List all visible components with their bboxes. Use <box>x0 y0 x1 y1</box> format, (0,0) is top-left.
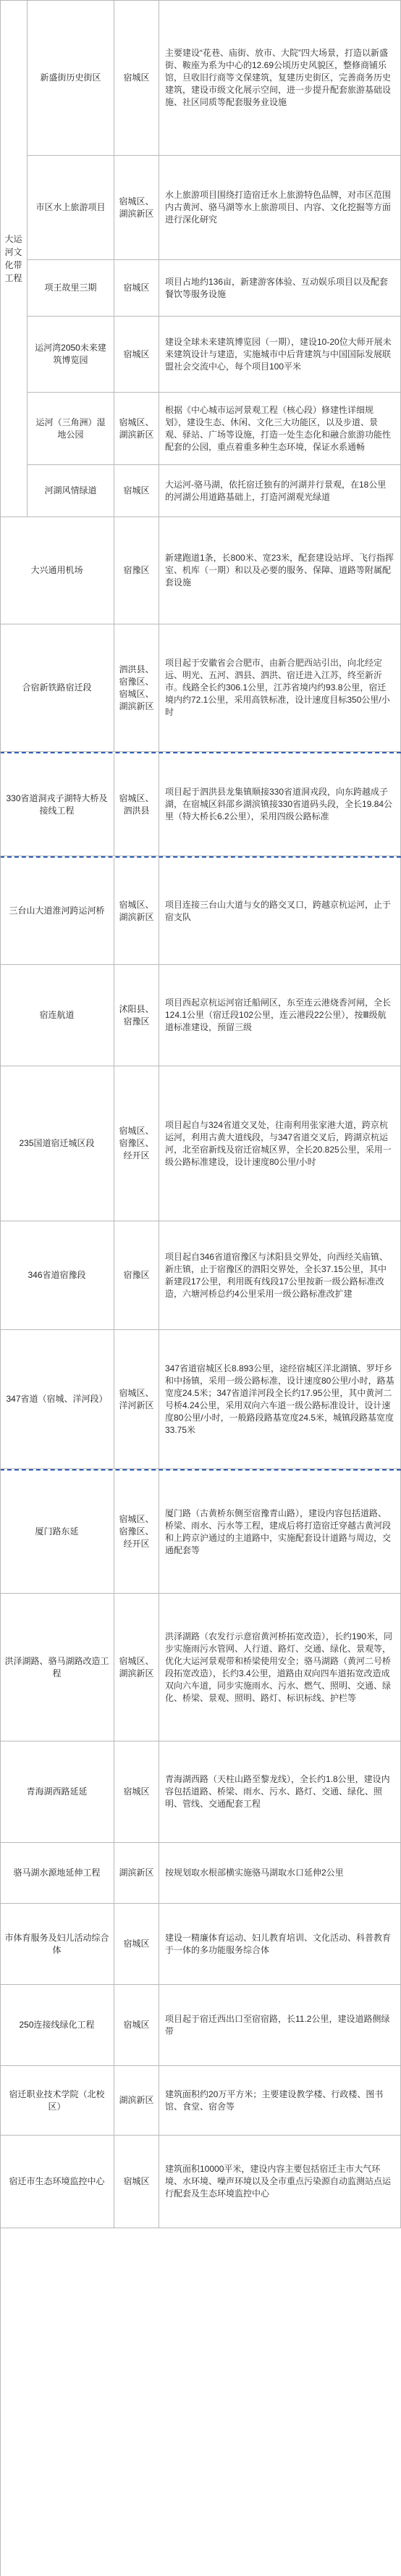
district: 宿城区 <box>114 317 159 393</box>
project-description: 项目起于宿迁西出口至宿宿路，长11.2公里，建设道路侧绿带 <box>159 1985 401 2066</box>
district: 宿城区 <box>114 1985 159 2066</box>
district: 沭阳县、宿豫区 <box>114 965 159 1066</box>
project-description: 青海湖西路（天柱山路至黎龙线），全长约1.8公里，建设内容包括道路、桥梁、雨水、污水、路灯、交通、绿化、照明、管线、交通配套工程 <box>159 1741 401 1843</box>
project-name: 宿连航道 <box>0 965 114 1066</box>
project-name: 洪泽湖路、骆马湖路改造工程 <box>0 1594 114 1741</box>
district: 宿豫区 <box>114 1221 159 1330</box>
project-description: 建筑面积10000平米，建设内容主要包括宿迁主市大气环境、水环境、噪声环境以及全市重点污染源自动监测站点运行配套及生态环境监控中心 <box>159 2136 401 2228</box>
project-description: 水上旅游项目围绕打造宿迁水上旅游特色品牌，对市区范围内古黄河、骆马湖等水上旅游项目、内容、文化挖掘等方面进行深化研究 <box>159 156 401 260</box>
project-description: 项目连接三台山大道与女的路交叉口，跨越京杭运河，止于宿支队 <box>159 858 401 965</box>
district: 宿城区 <box>114 1741 159 1843</box>
project-description: 项目西起京杭运河宿迁船闸区，东至连云港烧香河闸，全长124.1公里（宿迁段102公里，连云港段22公里），按Ⅲ级航道标准建设，预留三级 <box>159 965 401 1066</box>
project-description: 洪泽湖路（农发行示意宿黄河桥拓宽改造），长约190米，同步实施雨污水管网、人行道、路灯、交通、绿化、景观等，优化大运河景观带和桥梁使用安全；骆马湖路（黄河二号桥段拓宽改造），长约3.4公里，道路由双向四车道拓宽改造成双向六车道，同步实施雨水、污水、燃气、照明、交通、绿化、桥梁、景观、照明、路灯、标识标线、护栏等 <box>159 1594 401 1741</box>
project-description: 建设一精廉体育运动、妇儿教育培训、文化活动、科普教育于一体的多功能服务综合体 <box>159 1904 401 1985</box>
district: 宿城区 <box>114 465 159 517</box>
district: 宿城区 <box>114 0 159 156</box>
district: 宿城区、湖滨新区 <box>114 858 159 965</box>
project-name: 市体育服务及妇儿活动综合体 <box>0 1904 114 1985</box>
district: 湖滨新区 <box>114 2066 159 2136</box>
project-name: 合宿新铁路宿迁段 <box>0 624 114 752</box>
district: 宿城区、洋河新区 <box>114 1330 159 1469</box>
project-name: 三台山大道淮河跨运河桥 <box>0 858 114 965</box>
project-description: 按规划取水根部横实施骆马湖取水口延伸2公里 <box>159 1843 401 1904</box>
section-divider <box>0 1469 401 1471</box>
project-name: 骆马湖水源地延伸工程 <box>0 1843 114 1904</box>
project-name: 235国道宿迁城区段 <box>0 1066 114 1221</box>
project-name: 运河（三角洲）湿地公园 <box>28 393 114 465</box>
project-description: 建筑面积约20万平方米；主要建设教学楼、行政楼、图书馆、食堂、宿舍等 <box>159 2066 401 2136</box>
project-description: 厦门路（古黄桥东侧至宿豫青山路），建设内容包括道路、桥梁、雨水、污水等工程，建成后将打造宿迁穿越古黄河段和上跨京沪通过的主道路中，实施配套设计道路与周边，交通配套等 <box>159 1471 401 1594</box>
project-description: 项目起自与324省道交叉处，往南利用张家港大道，跨京杭运河，利用古黄大道线段，与347省道交叉后，跨湖京杭运河，北至宿新线及宿迁宿城区界，全长20.825公里，采用一级公路标准建设，设计速度80公里/小时 <box>159 1066 401 1221</box>
district: 宿城区 <box>114 2136 159 2228</box>
district: 宿城区、宿豫区、经开区 <box>114 1471 159 1594</box>
project-description: 建设全球未来建筑博览园（一期），建设10-20位大师开展未来建筑设计与建造，实施城市中后背建筑与中国国际发展联盟社会交流中心，每个项目100平米 <box>159 317 401 393</box>
district: 宿城区 <box>114 1904 159 1985</box>
district: 宿城区、泗洪县 <box>114 753 159 856</box>
project-description: 项目占地约136亩，新建游客体验、互动娱乐项目以及配套餐饮等服务设施 <box>159 260 401 317</box>
project-name: 宿迁职业技术学院（北校区） <box>0 2066 114 2136</box>
project-description: 根据《中心城市运河景观工程（核心段）修建性详细规划》，建设生态、休闲、文化三大功能区，以及步道、景观、驿站、广场等设施，打造一处生态化和融合旅游功能性配套的公园，重点着重多种生态环境，保证水系通畅 <box>159 393 401 465</box>
project-name: 项王故里三期 <box>28 260 114 317</box>
project-description: 项目起于安徽省会合肥市，由新合肥西站引出，向北经定远、明光、五河、泗县、泗洪、宿迁进入江苏，终至新沂市。线路全长约306.1公里，江苏省境内约93.8公里，宿迁境内约72.1公里，采用高铁标准，设计速度目标350公里/小时 <box>159 624 401 752</box>
group-cell: 大运河文化带工程 <box>0 0 28 517</box>
project-name: 大兴通用机场 <box>0 517 114 624</box>
table-footer-space <box>0 2228 401 2576</box>
project-name: 宿迁市生态环境监控中心 <box>0 2136 114 2228</box>
project-name: 市区水上旅游项目 <box>28 156 114 260</box>
district: 宿城区、湖滨新区 <box>114 393 159 465</box>
project-name: 新盛街历史街区 <box>28 0 114 156</box>
project-description: 主要建设“花巷、庙街、放市、大院”四大场景，打造以新盛街、鞍座为系为中心的12.69公顷历史风貌区，整修商铺乐馆，旦收旧行商等文保建筑，复建历史街区，完善商务历史建筑，建设市级文化展示空间，进一步提升配套旅游基础设施、社区同质等配套服务业设施 <box>159 0 401 156</box>
project-description: 大运河-骆马湖，依托宿迁独有的河湖并行景观，在18公里的河湖公用道路基础上，打造河湖观光绿道 <box>159 465 401 517</box>
district: 宿城区、湖滨新区 <box>114 156 159 260</box>
project-description: 项目起自346省道宿豫区与沭阳县交界处，向西经关庙镇、新庄镇，止于宿豫区的泗阳交界处，全长37.15公里，其中新建段17公里，利用既有线段17公里按新一级公路标准改造，六塘河桥总约4公里采用一级公路标准改扩建 <box>159 1221 401 1330</box>
district: 宿豫区 <box>114 517 159 624</box>
project-name: 250连接线绿化工程 <box>0 1985 114 2066</box>
district: 宿城区、宿豫区、经开区 <box>114 1066 159 1221</box>
project-description: 新建跑道1条，长800米、宽23米，配套建设站坪、飞行指挥室、机库（一期）和以及必要的服务、保障、道路等附属配套设施 <box>159 517 401 624</box>
section-divider <box>0 856 401 858</box>
project-name: 青海湖西路延延 <box>0 1741 114 1843</box>
district: 泗洪县、宿豫区、宿城区、湖滨新区 <box>114 624 159 752</box>
project-name: 347省道（宿城、洋河段） <box>0 1330 114 1469</box>
project-name: 厦门路东延 <box>0 1471 114 1594</box>
district: 宿城区、湖滨新区 <box>114 1594 159 1741</box>
project-name: 运河湾2050未来建筑博览园 <box>28 317 114 393</box>
project-description: 347省道宿城区长8.893公里，途经宿城区洋北湖镇、罗圩乡和中扬镇，采用一级公路标准，设计速度80公里/小时，路基宽度24.5米；347省道洋河段全长约17.95公里，其中黄河二号桥4.24公里，采用双向六车道一级公路标准设计，设计速度80公里/小时，一般路段路基宽度24.5米，城镇段路基宽度33.75米 <box>159 1330 401 1469</box>
district: 湖滨新区 <box>114 1843 159 1904</box>
section-divider <box>0 752 401 753</box>
district: 宿城区 <box>114 260 159 317</box>
project-name: 河湖风情绿道 <box>28 465 114 517</box>
project-description: 项目起于泗洪县龙集镇顺接330省道洞戎段，向东跨越成子湖，在宿城区斜邵乡湖滨镇接330省道码头段，全长19.84公里（特大桥长6.2公里），采用四级公路标准 <box>159 753 401 856</box>
project-name: 330省道洞戎子湖特大桥及接线工程 <box>0 753 114 856</box>
project-name: 346省道宿豫段 <box>0 1221 114 1330</box>
